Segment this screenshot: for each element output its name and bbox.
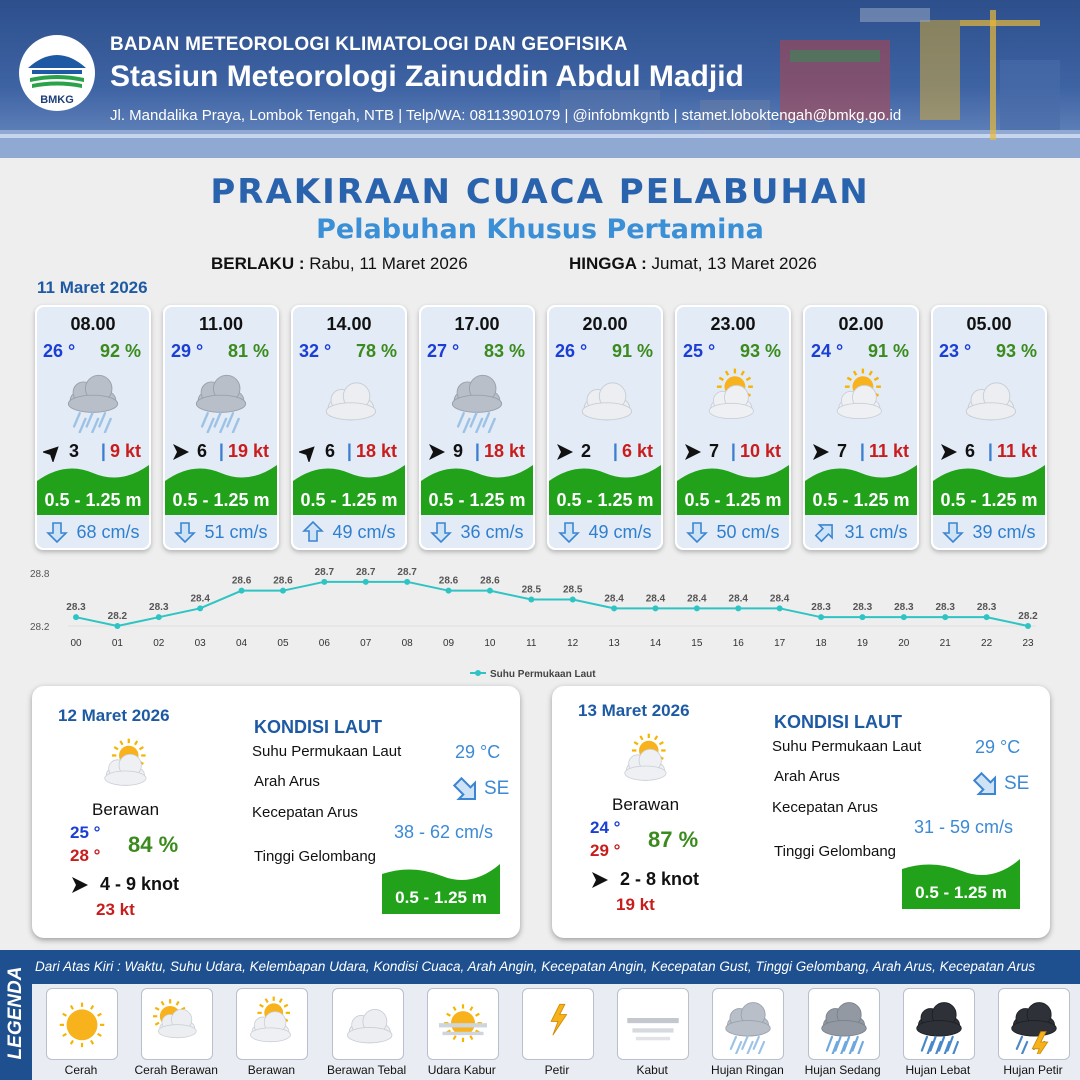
logo-text: BMKG (40, 94, 74, 106)
sst-value-label: 28.6 (231, 575, 252, 587)
sst-value-label: 28.5 (521, 584, 542, 596)
hourly-card (163, 305, 279, 550)
sea-condition-title: KONDISI LAUT (774, 712, 902, 732)
day-gust: 23 kt (96, 900, 135, 919)
legend-icon-box (998, 988, 1070, 1060)
sst-value-label: 28.4 (728, 593, 748, 605)
x-tick-label: 04 (236, 638, 248, 649)
wind-direction-arrow-icon (590, 870, 610, 890)
sst-data-point (487, 588, 493, 594)
hour-time: 23.00 (710, 314, 756, 334)
day-wind-speed: 4 - 9 knot (100, 874, 180, 894)
day-wind (70, 874, 179, 895)
current-direction-arrow-icon (558, 521, 580, 543)
hour-weather-icon (57, 365, 129, 433)
hour-current-speed: 36 cm/s (460, 521, 524, 542)
hourly-card (291, 305, 407, 550)
sst-data-point (901, 614, 907, 620)
x-tick-label: 06 (318, 638, 330, 649)
sst-value-label: 28.4 (645, 593, 666, 605)
valid-to-value: Jumat, 13 Maret 2026 (651, 254, 817, 273)
hour-wave-height: 0.5 - 1.25 m (812, 490, 910, 510)
sst-data-point (818, 614, 824, 620)
sst-data-point (404, 579, 410, 585)
hour-weather-icon (185, 365, 257, 433)
day-wind-speed: 2 - 8 knot (620, 869, 700, 889)
legend-item-label: Cerah (64, 1063, 98, 1077)
current-direction-label: Arah Arus (774, 768, 840, 785)
hujan-sedang-icon (811, 994, 877, 1054)
sst-data-point (777, 605, 783, 611)
hour-temperature: 23 ° (939, 341, 972, 361)
valid-from (211, 254, 468, 274)
x-tick-label: 14 (649, 638, 662, 649)
hour-gust: | 18 kt (474, 441, 525, 461)
hour-current (549, 521, 661, 543)
legend-panel (0, 950, 1080, 1080)
x-tick-label: 01 (111, 638, 123, 649)
x-tick-label: 23 (1022, 638, 1034, 649)
hourly-card (547, 305, 663, 550)
hour-gust: | 10 kt (730, 441, 781, 461)
hour-gust-speed: 11 kt (996, 441, 1037, 461)
current-direction-value: SE (484, 778, 510, 799)
day-date: 12 Maret 2026 (58, 706, 170, 725)
day-gust: 19 kt (616, 895, 655, 914)
legend-icon-box (332, 988, 404, 1060)
hour-gust: | 18 kt (346, 441, 397, 461)
berawan-icon (825, 365, 897, 433)
hourly-card-body (37, 307, 149, 548)
legend-item-label: Berawan (247, 1063, 296, 1077)
sst-value-label: 28.6 (273, 575, 293, 587)
petir-icon (525, 994, 591, 1054)
current-direction-arrow-icon (452, 776, 480, 804)
x-tick-label: 22 (981, 638, 993, 649)
hour-humidity: 92 % (99, 341, 141, 361)
sst-data-point (528, 597, 534, 603)
legend-icon-box (712, 988, 784, 1060)
hourly-card (931, 305, 1047, 550)
current-speed-label: Kecepatan Arus (252, 804, 358, 821)
hour-time: 11.00 (198, 314, 244, 334)
legend-side-bar (0, 950, 32, 1080)
day-temp-min: 25 ° (70, 823, 101, 842)
hourly-card-body (805, 307, 917, 548)
sst-data-point (446, 588, 452, 594)
legend-icon-box (617, 988, 689, 1060)
hour-time: 20.00 (582, 314, 628, 334)
hujan-lebat-icon (906, 994, 972, 1054)
legend-item-label: Petir (544, 1063, 570, 1077)
daily-forecast-box (552, 686, 1050, 938)
legend-icon-box (903, 988, 975, 1060)
sst-value-label: 28.3 (852, 602, 873, 614)
current-direction-arrow-icon (814, 521, 836, 543)
hour-temperature: 27 ° (427, 341, 460, 361)
legend-description: Dari Atas Kiri : Waktu, Suhu Udara, Kelembapan Udara, Kondisi Cuaca, Arah Angin, Kecepatan Angin, Kecepatan Gust, Tinggi Gelombang, Arah Arus, Kecepatan Arus (35, 959, 1036, 974)
day-humidity: 84 % (128, 832, 179, 857)
hour-wind-speed: 2 (581, 441, 592, 461)
hour-time: 02.00 (838, 314, 884, 334)
sst-data-point (321, 579, 327, 585)
daily-forecast-box (32, 686, 520, 938)
berawan-tebal-icon (569, 365, 641, 433)
sea-condition-title: KONDISI LAUT (254, 717, 382, 737)
wind-direction-arrow-icon (70, 875, 90, 895)
sst-value-label: 28.7 (314, 566, 335, 578)
hour-current (805, 521, 917, 543)
x-tick-label: 12 (567, 638, 579, 649)
x-tick-label: 11 (526, 638, 537, 649)
berawan-icon (239, 994, 305, 1054)
sst-data-point (652, 605, 658, 611)
hour-wave-height: 0.5 - 1.25 m (684, 490, 782, 510)
hour-gust-speed: 18 kt (355, 441, 397, 461)
current-direction-arrow-icon (46, 521, 68, 543)
current-direction-arrow-icon (972, 771, 1000, 799)
day-condition: Berawan (92, 800, 160, 819)
hour-weather-icon (825, 365, 897, 433)
hour-wind-speed: 7 (837, 441, 848, 461)
sst-value-label: 28.3 (976, 602, 997, 614)
current-direction-arrow-icon (430, 521, 452, 543)
hour-current-speed: 49 cm/s (332, 521, 396, 542)
hour-wind-speed: 6 (325, 441, 336, 461)
legend-item-label: Hujan Petir (1003, 1063, 1063, 1077)
hour-current-speed: 31 cm/s (844, 521, 908, 542)
cerah-berawan-icon (144, 994, 210, 1054)
legend-icon-box (141, 988, 213, 1060)
hour-weather-icon (313, 365, 385, 433)
sst-value-label: 28.6 (438, 575, 459, 587)
hour-temperature: 24 ° (811, 341, 844, 361)
sst-data-point (942, 614, 948, 620)
hour-weather-icon (697, 365, 769, 433)
hour-time: 05.00 (966, 314, 1012, 334)
hour-humidity: 93 % (739, 341, 781, 361)
current-direction-arrow-icon (174, 521, 196, 543)
day-weather-icon-wrap (92, 736, 162, 798)
hour-weather-icon (569, 365, 641, 433)
hour-time: 17.00 (454, 314, 500, 334)
hour-current-speed: 51 cm/s (204, 521, 268, 542)
hour-weather-icon (953, 365, 1025, 433)
wave-height-label: Tinggi Gelombang (774, 843, 897, 860)
hujan-ringan-icon (715, 994, 781, 1054)
hour-current (165, 521, 277, 543)
hour-gust: | 6 kt (612, 441, 653, 461)
sst-value-label: 28.4 (190, 593, 210, 605)
hourly-card-body (677, 307, 789, 548)
legend-description-bar (32, 950, 1080, 984)
legend-icon-box (427, 988, 499, 1060)
hour-current-speed: 49 cm/s (588, 521, 652, 542)
x-tick-label: 17 (774, 638, 786, 649)
day-temp-min: 24 ° (590, 818, 621, 837)
hourly-card-body (549, 307, 661, 548)
legend-item-label: Hujan Ringan (711, 1063, 784, 1077)
sst-series-line (76, 582, 1028, 626)
sst-value: 29 °C (975, 737, 1021, 757)
current-direction-arrow-icon (302, 521, 324, 543)
hour-wave-height: 0.5 - 1.25 m (300, 490, 398, 510)
sst-data-point (73, 614, 79, 620)
sst-value-label: 28.3 (935, 602, 955, 614)
sst-value-label: 28.3 (894, 602, 914, 614)
sst-value-label: 28.3 (811, 602, 831, 614)
x-tick-label: 21 (939, 638, 951, 649)
hour-humidity: 91 % (611, 341, 653, 361)
y-tick-label: 28.2 (30, 622, 50, 633)
sst-data-point (735, 605, 741, 611)
sst-data-point (114, 623, 120, 629)
hour-time: 14.00 (326, 314, 372, 334)
legend-side-label: LEGENDA (5, 966, 26, 1060)
x-tick-label: 20 (898, 638, 910, 649)
legend-icon-box (46, 988, 118, 1060)
sst-data-point (197, 605, 203, 611)
sst-data-point (694, 605, 700, 611)
hour-gust: | 11 kt (987, 441, 1037, 461)
hour-gust-speed: 18 kt (483, 441, 525, 461)
hour-temperature: 32 ° (299, 341, 332, 361)
hour-gust-speed: 10 kt (739, 441, 781, 461)
bmkg-logo (18, 34, 96, 112)
hour-current-speed: 68 cm/s (76, 521, 140, 542)
day-wave-height: 0.5 - 1.25 m (915, 883, 1007, 902)
hour-current (933, 521, 1045, 543)
hourly-card-body (165, 307, 277, 548)
hujan-ringan-icon (441, 365, 513, 433)
berawan-icon (612, 731, 682, 793)
hourly-card-body (421, 307, 533, 548)
hour-humidity: 91 % (867, 341, 909, 361)
current-direction-icon (972, 771, 1000, 799)
hour-current (421, 521, 533, 543)
current-direction-icon (452, 776, 480, 804)
hour-temperature: 26 ° (43, 341, 76, 361)
day-wave-height: 0.5 - 1.25 m (395, 888, 487, 907)
hour-current-speed: 50 cm/s (716, 521, 780, 542)
hour-gust-speed: 11 kt (868, 441, 909, 461)
x-tick-label: 18 (815, 638, 827, 649)
current-direction-value: SE (1004, 773, 1030, 794)
hour-wind-speed: 9 (453, 441, 464, 461)
x-tick-label: 00 (70, 638, 82, 649)
x-tick-label: 09 (442, 638, 455, 649)
berawan-tebal-icon (335, 994, 401, 1054)
day1-date: 11 Maret 2026 (37, 278, 148, 297)
legend-item-label: Cerah Berawan (134, 1063, 218, 1077)
sst-data-point (363, 579, 369, 585)
hour-temperature: 25 ° (683, 341, 716, 361)
sst-value-label: 28.7 (397, 566, 417, 578)
hour-wind-speed: 6 (197, 441, 208, 461)
x-tick-label: 10 (484, 638, 496, 649)
current-speed-label: Kecepatan Arus (772, 799, 878, 816)
hour-current (677, 521, 789, 543)
hour-gust-speed: 6 kt (621, 441, 653, 461)
hour-wave-height: 0.5 - 1.25 m (428, 490, 526, 510)
organization-name: BADAN METEOROLOGI KLIMATOLOGI DAN GEOFISIKA (110, 34, 628, 55)
hour-humidity: 78 % (355, 341, 397, 361)
valid-to (569, 254, 817, 274)
valid-to-label: HINGGA : (569, 254, 647, 273)
hour-gust: | 19 kt (218, 441, 269, 461)
day-temp-max: 29 ° (590, 841, 621, 860)
sst-value-label: 28.4 (687, 593, 707, 605)
x-tick-label: 19 (856, 638, 868, 649)
sst-value: 29 °C (455, 742, 501, 762)
x-tick-label: 02 (153, 638, 165, 649)
x-tick-label: 15 (691, 638, 703, 649)
legend-item-label: Berawan Tebal (327, 1063, 407, 1077)
berawan-icon (92, 736, 162, 798)
hujan-petir-icon (1001, 994, 1067, 1054)
hour-wind-speed: 6 (965, 441, 976, 461)
kabut-icon (620, 994, 686, 1054)
page-subtitle: Pelabuhan Khusus Pertamina (316, 214, 764, 245)
sst-data-point (280, 588, 286, 594)
station-address: Jl. Mandalika Praya, Lombok Tengah, NTB | Telp/WA: 08113901079 | @infobmkgntb | stamet.loboktengah@bmkg.go.id (110, 107, 902, 124)
sst-value-label: 28.3 (66, 602, 86, 614)
hour-wave-height: 0.5 - 1.25 m (44, 490, 142, 510)
hourly-card (675, 305, 791, 550)
sst-value-label: 28.4 (604, 593, 624, 605)
sst-value-label: 28.4 (769, 593, 790, 605)
header-banner (0, 0, 1080, 158)
x-tick-label: 03 (194, 638, 206, 649)
hourly-card-body (933, 307, 1045, 548)
sst-value-label: 28.3 (149, 602, 169, 614)
current-direction-arrow-icon (942, 521, 964, 543)
hujan-ringan-icon (185, 365, 257, 433)
hour-current (37, 521, 149, 543)
current-speed-value: 31 - 59 cm/s (914, 817, 1014, 837)
legend-item-label: Hujan Sedang (804, 1063, 881, 1077)
station-name: Stasiun Meteorologi Zainuddin Abdul Madjid (110, 60, 744, 93)
legend-icon-box (522, 988, 594, 1060)
hour-gust: | 11 kt (859, 441, 909, 461)
sst-data-point (984, 614, 990, 620)
legend-item-label: Udara Kabur (427, 1063, 496, 1077)
hour-weather-icon (441, 365, 513, 433)
sst-data-point (156, 614, 162, 620)
current-speed-value: 38 - 62 cm/s (394, 822, 494, 842)
day-wind (590, 869, 699, 890)
hour-wind-speed: 7 (709, 441, 720, 461)
wave-height-label: Tinggi Gelombang (254, 848, 377, 865)
hour-current-speed: 39 cm/s (972, 521, 1036, 542)
day-weather-icon-wrap (612, 731, 682, 793)
hour-time: 08.00 (70, 314, 116, 334)
hour-humidity: 93 % (995, 341, 1037, 361)
hour-temperature: 29 ° (171, 341, 204, 361)
current-direction-label: Arah Arus (254, 773, 320, 790)
page-title: PRAKIRAAN CUACA PELABUHAN (210, 172, 870, 212)
legend-item-label: Hujan Lebat (905, 1063, 971, 1077)
cerah-icon (49, 994, 115, 1054)
hour-temperature: 26 ° (555, 341, 588, 361)
day-date: 13 Maret 2026 (578, 701, 690, 720)
sst-value-label: 28.2 (1018, 611, 1038, 622)
hourly-card (35, 305, 151, 550)
sst-value-label: 28.7 (356, 566, 376, 578)
udara-kabur-icon (430, 994, 496, 1054)
legend-item-label: Kabut (636, 1063, 668, 1077)
hour-gust-speed: 19 kt (227, 441, 269, 461)
hujan-ringan-icon (57, 365, 129, 433)
hour-current (293, 521, 405, 543)
hour-wave-height: 0.5 - 1.25 m (556, 490, 654, 510)
hourly-card (803, 305, 919, 550)
sst-value-label: 28.5 (562, 584, 583, 596)
sst-label: Suhu Permukaan Laut (252, 743, 402, 760)
hour-gust: | 9 kt (100, 441, 141, 461)
sst-value-label: 28.2 (107, 611, 128, 622)
hour-wave-height: 0.5 - 1.25 m (940, 490, 1038, 510)
berawan-icon (697, 365, 769, 433)
x-tick-label: 07 (360, 638, 372, 649)
x-tick-label: 16 (732, 638, 744, 649)
hour-humidity: 83 % (483, 341, 525, 361)
sst-data-point (859, 614, 865, 620)
current-direction-arrow-icon (686, 521, 708, 543)
x-tick-label: 05 (277, 638, 289, 649)
hour-wave-height: 0.5 - 1.25 m (172, 490, 270, 510)
hour-wind-speed: 3 (69, 441, 80, 461)
y-tick-label: 28.8 (30, 569, 50, 580)
chart-legend (470, 669, 596, 680)
x-tick-label: 08 (401, 638, 413, 649)
sst-data-point (611, 605, 617, 611)
legend-point-swatch (475, 670, 481, 676)
sst-data-point (239, 588, 245, 594)
valid-from-value: Rabu, 11 Maret 2026 (309, 254, 468, 273)
legend-icon-box (808, 988, 880, 1060)
legend-icon-box (236, 988, 308, 1060)
hour-humidity: 81 % (227, 341, 269, 361)
day-condition: Berawan (612, 795, 680, 814)
hourly-card-body (293, 307, 405, 548)
hour-gust-speed: 9 kt (109, 441, 141, 461)
x-tick-label: 13 (608, 638, 620, 649)
sst-label: Suhu Permukaan Laut (772, 738, 922, 755)
valid-from-label: BERLAKU : (211, 254, 305, 273)
sst-data-point (570, 597, 576, 603)
berawan-tebal-icon (953, 365, 1025, 433)
sst-chart (28, 562, 1058, 682)
hourly-card (419, 305, 535, 550)
day-temp-max: 28 ° (70, 846, 101, 865)
sst-value-label: 28.6 (480, 575, 500, 587)
day-humidity: 87 % (648, 827, 699, 852)
berawan-tebal-icon (313, 365, 385, 433)
sst-data-point (1025, 623, 1031, 629)
legend-series-name: Suhu Permukaan Laut (490, 669, 596, 680)
